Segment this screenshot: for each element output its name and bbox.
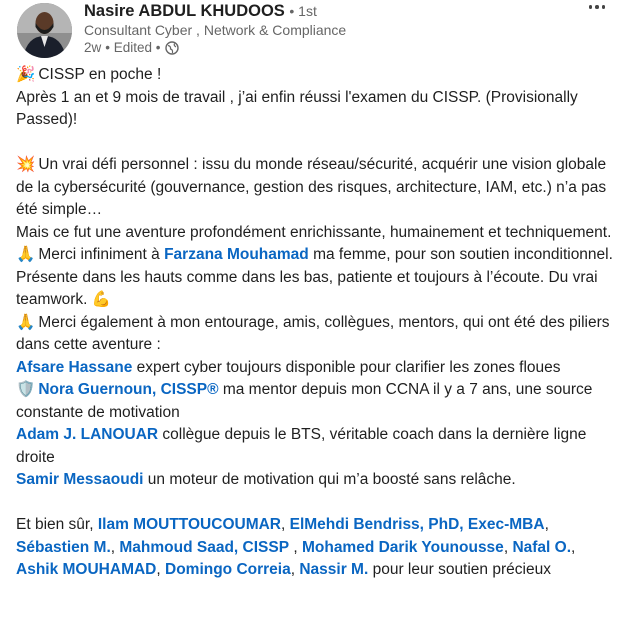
mention-link[interactable]: Ashik MOUHAMAD — [16, 561, 157, 578]
post-text: Merci infiniment à — [38, 246, 165, 263]
shield-icon: 🛡️ — [16, 381, 36, 398]
author-name[interactable]: Nasire ABDUL KHUDOOS — [84, 2, 285, 20]
post-text: collègue depuis le BTS, véritable coach dans la dernière ligne droite — [16, 426, 587, 466]
flexed-biceps-icon: 💪 — [91, 291, 112, 308]
mention-link[interactable]: Mohamed Darik Younousse — [301, 538, 504, 556]
author-headline: Consultant Cyber , Network & Compliance — [84, 22, 347, 38]
post-paragraph: Mais ce fut une aventure profondément enrichissante, humainement et techniquement. — [16, 223, 612, 241]
mention-link[interactable]: Afsare Hassane — [16, 358, 133, 376]
party-popper-icon: 🎉 — [16, 66, 36, 83]
post-text: ma femme, pour son soutien inconditionnel. Présente dans les hauts comme dans les bas, patiente et toujours à l’écoute. Du vrai teamwork. — [16, 246, 613, 308]
mention-link[interactable]: Samir Messaoudi — [16, 471, 144, 488]
post-line: Après 1 an et 9 mois de travail , j’ai enfin réussi l'examen du CISSP. (Provisionally Passed)! — [16, 88, 578, 128]
mention-link[interactable]: Farzana Mouhamad — [164, 246, 309, 263]
mention-link[interactable]: Nafal O. — [512, 538, 572, 556]
post-paragraph: Merci également à mon entourage, amis, collègues, mentors, qui ont été des piliers dans cette aventure : — [16, 313, 610, 353]
avatar[interactable] — [17, 3, 72, 58]
post-text: pour leur soutien précieux — [368, 561, 551, 578]
collision-icon: 💥 — [16, 156, 36, 173]
edited-label: • Edited • — [105, 40, 161, 55]
folded-hands-icon: 🙏 — [16, 246, 36, 263]
post-text: un moteur de motivation qui m’a boosté sans relâche. — [143, 471, 516, 488]
post-meta — [84, 40, 179, 55]
post-header — [0, 0, 624, 60]
mention-link[interactable]: Nassir M. — [299, 561, 369, 578]
mention-link[interactable]: Ilam MOUTTOUCOUMAR — [97, 516, 281, 533]
mention-link[interactable]: Nora Guernoun, CISSP® — [38, 381, 219, 398]
post-line: CISSP en poche ! — [38, 66, 162, 83]
post-time[interactable]: 2w — [84, 40, 102, 55]
mention-link[interactable]: ElMehdi Bendriss, PhD, Exec-MBA — [289, 516, 545, 533]
author-name-row — [84, 2, 317, 21]
post-text: expert cyber toujours disponible pour clarifier les zones floues — [132, 358, 561, 376]
post-text: Et bien sûr, — [16, 516, 98, 533]
folded-hands-icon: 🙏 — [16, 313, 36, 331]
globe-icon — [165, 41, 179, 55]
mention-link[interactable]: Domingo Correia — [165, 561, 291, 578]
mention-link[interactable]: Sébastien M. — [16, 538, 111, 556]
post-text: ma mentor depuis mon CCNA il y a 7 ans, une source constante de motivation — [16, 381, 593, 421]
mention-link[interactable]: Mahmoud Saad, CISSP — [119, 538, 290, 556]
post-body: 🎉 CISSP en poche ! Après 1 an et 9 mois de travail , j’ai enfin réussi l'examen du CISSP. (Provisionally Passed)! 💥 Un vrai défi personnel : issu du monde réseau/sécurité, acquérir une vision globale de la cybersécurité (gouvernance, gestion des risques, architecture, IAM, etc.) n’a pas été simple… Mais ce fut une aventure profondément enrichissante, humainement et techniquement. 🙏 Merci infiniment à Farzana Mouhamad ma femme, pour son soutien inconditionnel. Présente dans les hauts comme dans les bas, patiente et toujours à l’écoute. Du vrai teamwork. 💪 🙏 Merci également à mon entourage, amis, collègues, mentors, qui ont été des piliers dans cette aventure : Afsare Hassane expert cyber toujours disponible pour clarifier les zones floues 🛡️ Nora Guernoun, CISSP® ma mentor depuis mon CCNA il y a 7 ans, une source constante de motivation Adam J. LANOUAR collègue depuis le BTS, véritable coach dans la dernière ligne droite Samir Messaoudi un moteur de motivation qui m’a boosté sans relâche. Et bien sûr, Ilam MOUTTOUCOUMAR, ElMehdi Bendriss, PhD, Exec-MBA, Sébastien M., Mahmoud Saad, CISSP , Mohamed Darik Younousse, Nafal O., Ashik MOUHAMAD, Domingo Correia, Nassir M. pour leur soutien précieux — [16, 64, 616, 582]
connection-degree: • 1st — [289, 3, 317, 19]
more-options-icon[interactable] — [585, 0, 609, 14]
mention-link[interactable]: Adam J. LANOUAR — [16, 426, 159, 443]
post-paragraph: Un vrai défi personnel : issu du monde réseau/sécurité, acquérir une vision globale de la cybersécurité (gouvernance, gestion des risques, architecture, IAM, etc.) n’a pas été simple… — [16, 156, 607, 218]
